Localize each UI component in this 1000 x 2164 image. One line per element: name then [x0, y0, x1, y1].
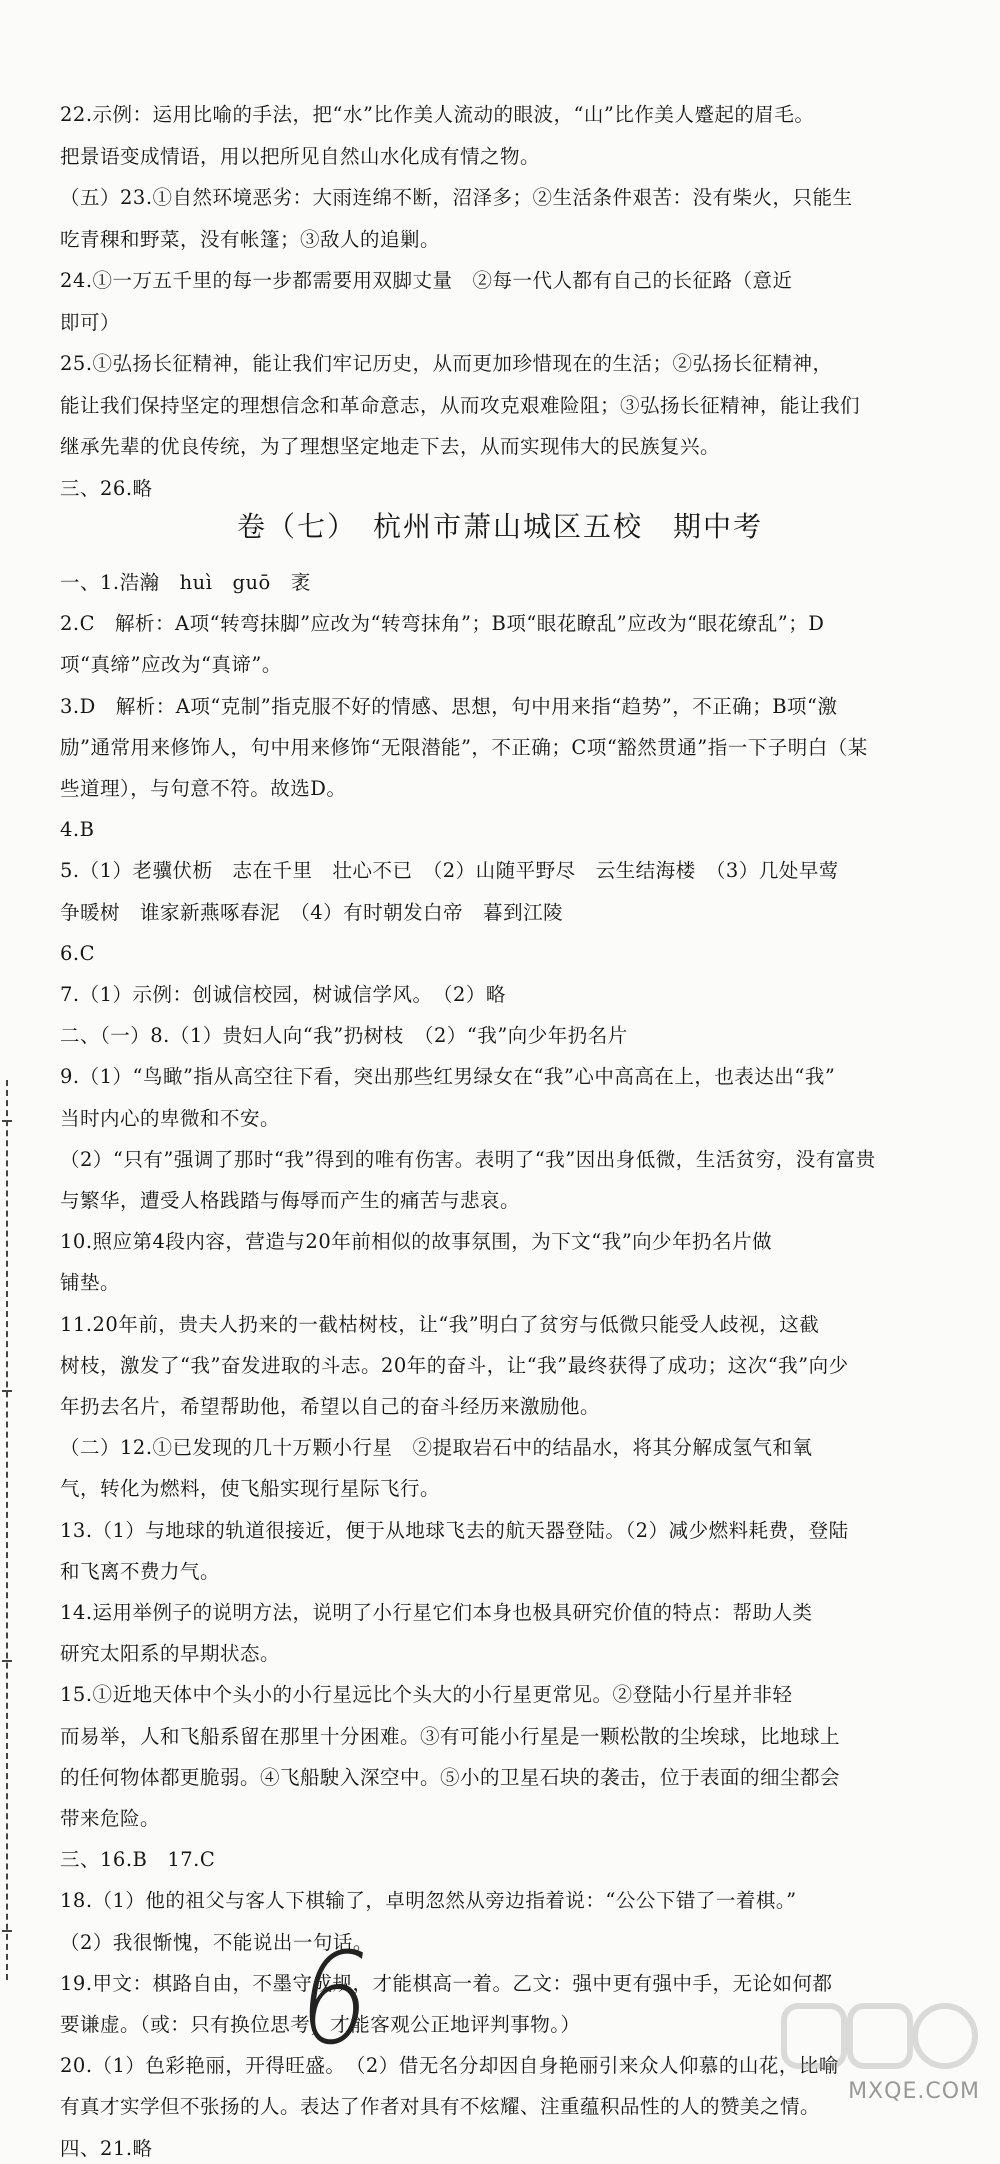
answer-line: 和飞离不费力气。 — [60, 1559, 221, 1583]
answer-line: 有真才实学但不张扬的人。表达了作者对具有不炫耀、注重蕴积品性的人的赞美之情。 — [60, 2095, 821, 2119]
answer-line: 要谦虚。（或：只有换位思考，才能客观公正地评判事物。） — [60, 2013, 581, 2036]
answer-line: 励”通常用来修饰人，句中用来修饰“无限潜能”，不正确；C项“豁然贯通”指一下子明白（某 — [60, 735, 868, 759]
answer-line: 吃青稞和野菜，没有帐篷；③敌人的追剿。 — [60, 227, 441, 251]
answer-line: 10.照应第4段内容，营造与20年前相似的故事氛围，为下文“我”向少年扔名片做 — [60, 1230, 773, 1254]
answer-line: 铺垫。 — [60, 1271, 121, 1295]
binding-margin-tick — [2, 1660, 12, 1662]
answer-line: 四、21.略 — [60, 2136, 153, 2160]
handwritten-page-number: 6 — [289, 1925, 381, 2073]
answer-line: 二、（一）8.（1）贵妇人向“我”扔树枝 （2）“我”向少年扔名片 — [60, 1024, 628, 1048]
answer-line: 当时内心的卑微和不安。 — [60, 1106, 281, 1130]
answer-line: 19.甲文：棋路自由，不墨守成规，才能棋高一着。乙文：强中更有强中手，无论如何都 — [60, 1971, 833, 1995]
watermark-url: MXQE.COM — [848, 2079, 980, 2104]
answer-line: 14.运用举例子的说明方法，说明了小行星它们本身也极具研究价值的特点：帮助人类 — [60, 1601, 813, 1624]
answer-line: 的任何物体都更脆弱。④飞船駛入深空中。⑤小的卫星石块的袭击，位于表面的细尘都会 — [60, 1765, 841, 1789]
answer-line: 研究太阳系的早期状态。 — [60, 1642, 281, 1666]
answer-line: 20.（1）色彩艳丽，开得旺盛。 （2）借无名分却因自身艳丽引来众人仰慕的山花，比喻 — [60, 2054, 839, 2078]
answer-line: （2）我很惭愧，不能说出一句话。 — [60, 1930, 373, 1954]
answer-line: 9.（1）“鸟瞰”指从高空往下看，突出那些红男绿女在“我”心中高高在上，也表达出“我” — [60, 1065, 836, 1089]
answer-line: 2.C 解析：A项“转弯抹脚”应改为“转弯抹角”；B项“眼花瞭乱”应改为“眼花缭乱”；D — [60, 612, 825, 636]
answer-line: 一、1.浩瀚 huì guō 袤 — [60, 571, 311, 594]
answer-line: 年扔去名片，希望帮助他，希望以自己的奋斗经历来激励他。 — [60, 1395, 601, 1418]
answer-line: 争暖树 谁家新燕啄春泥 （4）有时朝发白帝 暮到江陵 — [60, 900, 564, 924]
answer-line: 4.B — [60, 818, 95, 842]
answer-line: 带来危险。 — [60, 1807, 161, 1830]
answer-line: 三、16.B 17.C — [60, 1848, 216, 1872]
answer-line: 即可） — [60, 310, 121, 334]
answer-line: 7.（1）示例：创诚信校园，树诚信学风。 （2）略 — [60, 983, 506, 1006]
answer-line: 气，转化为燃料，使飞船实现行星际飞行。 — [60, 1477, 441, 1501]
binding-margin-tick — [2, 1390, 12, 1392]
answer-line: 13.（1）与地球的轨道很接近，便于从地球飞去的航天器登陆。（2）减少燃料耗费，登陆 — [60, 1518, 849, 1542]
answer-line: 22.示例：运用比喻的手法，把“水”比作美人流动的眼波，“山”比作美人蹙起的眉毛。 — [60, 103, 815, 126]
answer-line: 24.①一万五千里的每一步都需要用双脚丈量 ②每一代人都有自己的长征路（意近 — [60, 269, 793, 292]
answer-line: 18.（1）他的祖父与客人下棋输了，卓明忽然从旁边指着说：“公公下错了一着棋。” — [60, 1889, 797, 1913]
binding-margin-tick — [2, 1930, 12, 1932]
answer-line: 能让我们保持坚定的理想信念和革命意志，从而攻克艰难险阻；③弘扬长征精神，能让我们 — [60, 393, 861, 417]
answer-line: 与繁华，遭受人格践踏与侮辱而产生的痛苦与悲哀。 — [60, 1189, 521, 1212]
answer-line: 5.（1）老骥伏枥 志在千里 壮心不已 （2）山随平野尽 云生结海楼 （3）几处早莺 — [60, 859, 839, 883]
answer-line: 25.①弘扬长征精神，能让我们牢记历史，从而更加珍惜现在的生活；②弘扬长征精神， — [60, 352, 833, 375]
answer-line: 15.①近地天体中个头小的小行星远比个头大的小行星更常见。②登陆小行星并非轻 — [60, 1683, 793, 1707]
answer-line: 项“真缔”应改为“真谛”。 — [60, 653, 282, 677]
binding-margin-tick — [2, 1120, 12, 1122]
answer-line: 继承先辈的优良传统，为了理想坚定地走下去，从而实现伟大的民族复兴。 — [60, 435, 721, 458]
answer-line: 树枝，激发了“我”奋发进取的斗志。20年的奋斗，让“我”最终获得了成功；这次“我”向少 — [60, 1353, 849, 1377]
answer-line: 11.20年前，贵夫人扔来的一截枯树枝，让“我”明白了贫穷与低微只能受人歧视，这截 — [60, 1312, 820, 1336]
answer-line: （二）12.①已发现的几十万颗小行星 ②提取岩石中的结晶水，将其分解成氢气和氧 — [60, 1436, 813, 1460]
answer-line: 而易举，人和飞船系留在那里十分困难。③有可能小行星是一颗松散的尘埃球，比地球上 — [60, 1724, 841, 1748]
section-title: 卷（七） 杭州市萧山城区五校 期中考 — [236, 510, 763, 543]
answer-line: 3.D 解析：A项“克制”指克服不好的情感、思想，句中用来指“趋势”，不正确；B项“激 — [60, 694, 838, 718]
answer-line: 三、26.略 — [60, 476, 153, 500]
answer-line: （五）23.①自然环境恶劣：大雨连绵不断，沼泽多；②生活条件艰苦：没有柴火，只能生 — [60, 186, 853, 209]
answer-line: 些道理），与句意不符。故选D。 — [60, 777, 347, 800]
answer-line: （2）“只有”强调了那时“我”得到的唯有伤害。表明了“我”因出身低微，生活贫穷，没有富贵 — [60, 1147, 876, 1171]
binding-margin-dashed-line — [6, 1080, 8, 1980]
answer-line: 把景语变成情语，用以把所见自然山水化成有情之物。 — [60, 144, 541, 168]
watermark-logo — [780, 1996, 980, 2088]
answer-line: 6.C — [60, 941, 96, 965]
